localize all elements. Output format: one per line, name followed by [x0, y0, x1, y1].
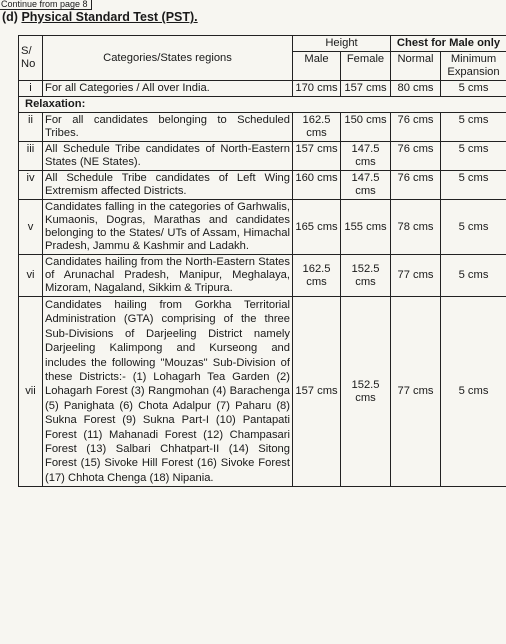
- row-category: For all Categories / All over India.: [43, 81, 293, 97]
- section-title-text: Physical Standard Test (PST).: [21, 10, 198, 24]
- header-female: Female: [341, 52, 391, 81]
- header-male: Male: [293, 52, 341, 81]
- relaxation-row: [19, 97, 506, 113]
- row-chest-normal: 77 cms: [391, 255, 441, 297]
- row-sno: vi: [19, 255, 43, 297]
- row-category: Candidates hailing from the North-Eastern States of Arunachal Pradesh, Manipur, Meghalaya, Mizoram, Nagaland, Sikkim & Tripura.: [43, 255, 293, 297]
- table-row: [19, 81, 506, 97]
- row-sno: iii: [19, 142, 43, 171]
- row-chest-expansion: 5 cms: [441, 200, 506, 255]
- row-chest-normal: 76 cms: [391, 171, 441, 200]
- section-title: [2, 10, 198, 24]
- header-category: Categories/States regions: [43, 36, 293, 81]
- relaxation-label: Relaxation:: [19, 97, 506, 113]
- row-female-height: 157 cms: [341, 81, 391, 97]
- row-chest-expansion: 5 cms: [441, 171, 506, 200]
- table-row: [19, 171, 506, 200]
- row-male-height: 162.5 cms: [293, 255, 341, 297]
- row-chest-expansion: 5 cms: [441, 113, 506, 142]
- row-chest-normal: 80 cms: [391, 81, 441, 97]
- row-category: For all candidates belonging to Scheduled Tribes.: [43, 113, 293, 142]
- row-male-height: 157 cms: [293, 142, 341, 171]
- row-sno: ii: [19, 113, 43, 142]
- row-male-height: 165 cms: [293, 200, 341, 255]
- header-min-expansion: Minimum Expansion: [441, 52, 506, 81]
- header-chest: Chest for Male only: [391, 36, 506, 52]
- row-female-height: 147.5 cms: [341, 171, 391, 200]
- row-female-height: 147.5 cms: [341, 142, 391, 171]
- row-male-height: 157 cms: [293, 297, 341, 487]
- header-height: Height: [293, 36, 391, 52]
- continued-note: Continue from page 8: [0, 0, 92, 10]
- header-sno: S/ No: [19, 36, 43, 81]
- table-row: [19, 200, 506, 255]
- header-row: [19, 36, 506, 52]
- row-category: Candidates hailing from Gorkha Territorial Administration (GTA) comprising of the three Sub-Divisions of Darjeeling District namely Darjeeling Kalimpong and Kurseong and includes the following "Mouzas" Sub-Division of these Districts:- (1) Lohagarh Tea Garden (2) Lohagarh Forest (3) Rangmohan (4) Barachenga (5) Panighata (6) Chota Adalpur (7) Paharu (8) Sukna Forest (9) Sukna Part-I (10) Pantapati Forest (11) Mahanadi Forest (12) Champasari Forest (13) Salbari Chhatpart-II (14) Sitong Forest (15) Sivoke Hill Forest (16) Sivoke Forest (17) Chhota Chenga (18) Nipania.: [43, 297, 293, 487]
- table-row: [19, 113, 506, 142]
- table-row: [19, 297, 506, 487]
- row-sno: i: [19, 81, 43, 97]
- row-sno: v: [19, 200, 43, 255]
- row-male-height: 162.5 cms: [293, 113, 341, 142]
- section-label: (d): [2, 10, 18, 24]
- row-female-height: 150 cms: [341, 113, 391, 142]
- table-row: [19, 255, 506, 297]
- row-female-height: 152.5 cms: [341, 297, 391, 487]
- row-sno: vii: [19, 297, 43, 487]
- table-row: [19, 142, 506, 171]
- row-female-height: 152.5 cms: [341, 255, 391, 297]
- row-category: Candidates falling in the categories of Garhwalis, Kumaonis, Dogras, Marathas and candidates belonging to the States/ UTs of Assam, Himachal Pradesh, Jammu & Kashmir and Ladakh.: [43, 200, 293, 255]
- row-chest-expansion: 5 cms: [441, 142, 506, 171]
- row-chest-expansion: 5 cms: [441, 81, 506, 97]
- row-chest-normal: 78 cms: [391, 200, 441, 255]
- row-male-height: 160 cms: [293, 171, 341, 200]
- pst-table: [18, 35, 506, 487]
- row-sno: iv: [19, 171, 43, 200]
- row-chest-normal: 77 cms: [391, 297, 441, 487]
- row-male-height: 170 cms: [293, 81, 341, 97]
- header-normal: Normal: [391, 52, 441, 81]
- row-chest-expansion: 5 cms: [441, 255, 506, 297]
- row-chest-expansion: 5 cms: [441, 297, 506, 487]
- row-female-height: 155 cms: [341, 200, 391, 255]
- row-category: All Schedule Tribe candidates of Left Wing Extremism affected Districts.: [43, 171, 293, 200]
- row-chest-normal: 76 cms: [391, 142, 441, 171]
- row-chest-normal: 76 cms: [391, 113, 441, 142]
- row-category: All Schedule Tribe candidates of North-Eastern States (NE States).: [43, 142, 293, 171]
